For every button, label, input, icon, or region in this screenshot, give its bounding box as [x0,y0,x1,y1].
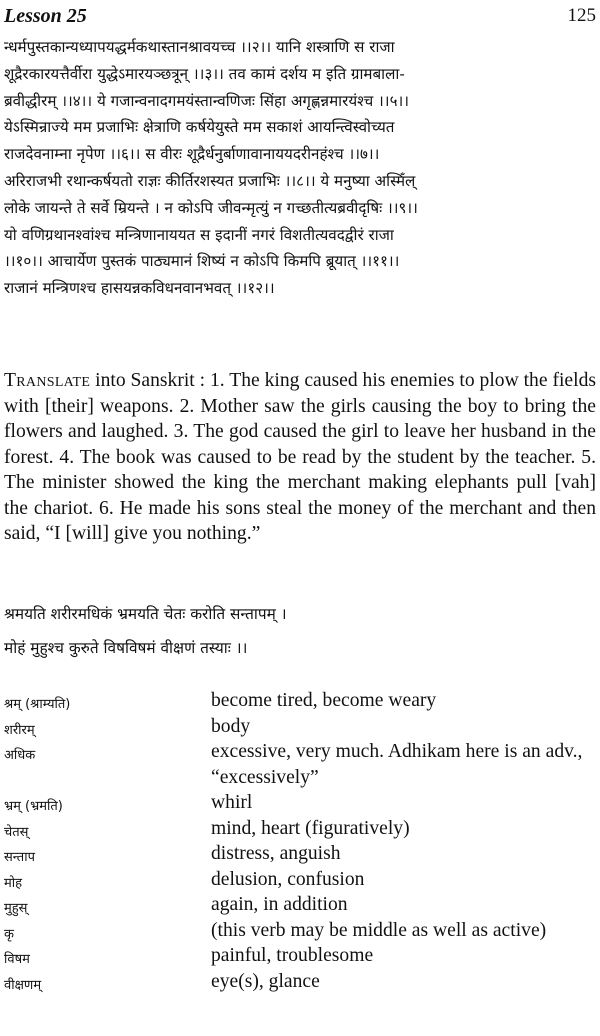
vocab-definition: distress, anguish [211,843,341,864]
vocab-definition: whirl [211,792,253,813]
sanskrit-line: न्धर्मपुस्तकान्यध्यापयद्धर्मकथास्तानश्रावयच्च ।।२।। यानि शस्त्राणि स राजा [4,38,395,56]
sanskrit-verse [4,597,596,665]
vocab-row [4,969,596,995]
vocab-row [4,918,596,944]
translate-text: into Sanskrit : 1. The king caused his enemies to plow the fields with [their] weapons. 2. Mother saw the girls causing the boy to bring the flowers and laughed. 3. The god caused the girl to leave her husband in the forest. 4. The book was caused to be read by the student by the teacher. 5. The minister showed the king the merchant making elephants pull [vah] the chariot. 6. He made his sons steal the money of the merchant and then said, “I [will] give you nothing.” [4,370,596,544]
vocabulary-list [4,688,596,994]
vocab-row [4,790,596,816]
sanskrit-line: यो वणिग्रथानश्वांश्च मन्त्रिणानाययत स इदानीं नगरं विशतीत्यवदद्वीरं राजा [4,225,394,244]
vocab-term: विषम [4,952,30,967]
sanskrit-exercise [4,34,596,302]
translate-heading: Translate [4,370,91,391]
vocab-definition: mind, heart (figuratively) [211,817,410,839]
vocab-definition: eye(s), glance [211,970,320,992]
vocab-row [4,688,596,714]
vocab-row [4,867,596,893]
vocab-row [4,714,596,740]
verse-line: श्रमयति शरीरमधिकं भ्रमयति चेतः करोति सन्तापम् । [4,605,287,623]
vocab-term: मुहुस् [4,901,28,916]
sanskrit-line: लोके जायन्ते ते सर्वे म्रियन्ते । न कोऽपि जीवन्मृत्युं न गच्छतीत्यब्रवीदृषिः ।।९।। [4,198,418,217]
vocab-term: शरीरम् [4,722,35,738]
sanskrit-line: येऽस्मिन्राज्ये मम प्रजाभिः क्षेत्राणि कर्षयेयुस्ते मम सकाशं आयन्त्विस्वोच्यत [4,118,395,137]
translate-exercise [4,368,596,547]
sanskrit-line: राजानं मन्त्रिणश्च हासयन्नकविधनवानभवत् ।।१२।। [4,279,275,298]
vocab-row [4,841,596,867]
vocab-row [4,943,596,969]
vocab-term: कृ [4,926,14,942]
sanskrit-line: ।।१०।। आचार्येण पुस्तकं पाठ्यमानं शिष्यं न कोऽपि किमपि ब्रूयात् ।।११।। [4,252,400,271]
vocab-term: अधिक [4,748,36,763]
vocab-definition: painful, troublesome [211,945,374,966]
vocab-definition: again, in addition [211,894,348,915]
sanskrit-line: राजदेवनाम्ना नृपेण ।।६।। स वीरः शूद्रैर्धनुर्बाणावानाययदरीनहंश्च ।।७।। [4,145,380,164]
page-number: 125 [567,5,596,26]
vocab-term: मोह [4,875,23,891]
sanskrit-line: ब्रवीद्धीरम् ।।४।। ये गजान्वनादगमयंस्तान्वणिजः सिंहा अगृह्णन्नमारयंश्च ।।५।। [4,91,409,110]
vocab-definition: excessive, very much. Adhikam here is an adv., “excessively” [211,741,583,788]
vocab-definition: delusion, confusion [211,868,365,890]
vocab-term: चेतस् [4,824,29,840]
vocab-term: वीक्षणम् [4,977,42,993]
vocab-term: श्रम् (श्राम्यति) [4,697,71,712]
sanskrit-line: शूद्रैरकारयत्तैर्वीरा युद्धेऽमारयञ्छत्रून् ।।३।। तव कामं दर्शय म इति ग्रामबाला- [4,64,405,83]
verse-line: मोहं मुहुश्च कुरुते विषविषमं वीक्षणं तस्याः ।। [4,639,248,657]
sanskrit-line: अरिराजभी रथान्कर्षयतो राज्ञः कीर्तिरशस्यत प्रजाभिः ।।८।। ये मनुष्या अस्मिँल् [4,171,416,190]
vocab-term: भ्रम् (भ्रमति) [4,799,63,814]
vocab-definition: become tired, become weary [211,690,437,711]
page-header [4,2,596,30]
vocab-row [4,739,596,790]
vocab-definition: (this verb may be middle as well as active) [211,919,547,941]
vocab-definition: body [211,715,251,737]
vocab-term: सन्ताप [4,850,35,865]
lesson-title: Lesson 25 [4,4,87,27]
vocab-row [4,892,596,918]
vocab-row [4,816,596,842]
